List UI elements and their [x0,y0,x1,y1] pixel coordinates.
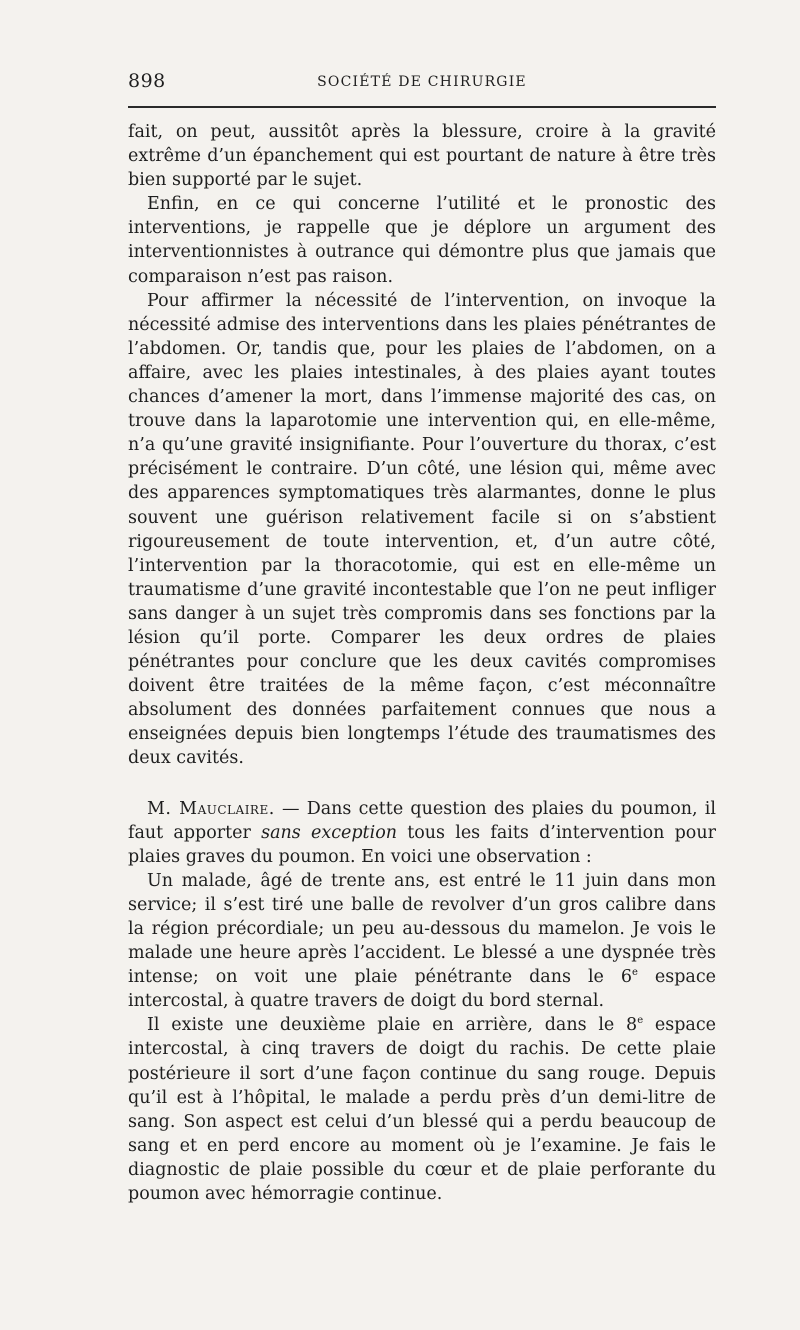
emphasis-text: sans exception [261,822,397,843]
paragraph-case-posterior-wound: Il existe une deuxième plaie en arrière, dans le 8e espace intercostal, à cinq travers de doigt du rachis. De cette plaie postérieure il sort d’une façon continue du sang rouge. Depuis qu’il est à l’hôpital, le malade a perdu près d’un demi-litre de sang. Son aspect est celui d’un blessé qui a perdu beaucoup de sang et en perd encore au moment où je l’examine. Je fais le diagnostic de plaie possible du cœur et de plaie perforante du poumon avec hémorragie continue. [128,1015,716,1205]
paragraph-case-intro: Un malade, âgé de trente ans, est entré le 11 juin dans mon service; il s’est tiré une balle de revolver d’un gros calibre dans la région précordiale; un peu au-dessous du mamelon. Je vois le malade une heure après l’accident. Le blessé a une dyspnée très intense; on voit une plaie pénétrante dans le 6e espace intercostal, à quatre travers de doigt du bord sternal. [128,870,716,1012]
header-rule [128,106,716,108]
page-number: 898 [128,70,166,92]
paragraph-mauclaire: M. Mauclaire. — Dans cette question des plaies du poumon, il faut apporter sans exception tous les faits d’intervention pour plaies graves du poumon. En voici une observation : [128,798,716,867]
body-text [128,120,716,1206]
speaker-name: M. Mauclaire. [147,798,275,819]
running-head: SOCIÉTÉ DE CHIRURGIE [317,74,527,90]
paragraph-continuation: fait, on peut, aussitôt après la blessure, croire à la gravité extrême d’un épanchement qui est pourtant de nature à être très bien supporté par le sujet. [128,122,716,191]
paragraph-utility-prognosis: Enfin, en ce qui concerne l’utilité et le pronostic des interventions, je rappelle que je déplore un argument des interventionnistes à outrance qui démontre plus que jamais que comparaison n’est pas raison. [128,194,716,287]
paragraph-abdomen-comparison: Pour affirmer la nécessité de l’intervention, on invoque la nécessité admise des interventions dans les plaies pénétrantes de l’abdomen. Or, tandis que, pour les plaies de l’abdomen, on a affaire, avec les plaies intestinales, à des plaies ayant toutes chances d’amener la mort, dans l’immense majorité des cas, on trouve dans la laparotomie une intervention qui, en elle-même, n’a qu’une gravité insignifiante. Pour l’ouverture du thorax, c’est précisément le contraire. D’un côté, une lésion qui, même avec des apparences symptomatiques très alarmantes, donne le plus souvent une guérison relativement facile si on s’abstient rigoureusement de toute intervention, et, d’un autre côté, l’intervention par la thoracotomie, qui est en elle-même un traumatisme d’une gravité incontestable que l’on ne peut infliger sans danger à un sujet très compromis dans ses fonctions par la lésion qu’il porte. Comparer les deux ordres de plaies pénétrantes pour conclure que les deux cavités compromises doivent être traitées de la même façon, c’est méconnaître absolument des données parfaitement connues que nous a enseignées depuis bien longtemps l’étude des traumatismes des deux cavités. [128,290,716,769]
page-header [128,70,716,96]
